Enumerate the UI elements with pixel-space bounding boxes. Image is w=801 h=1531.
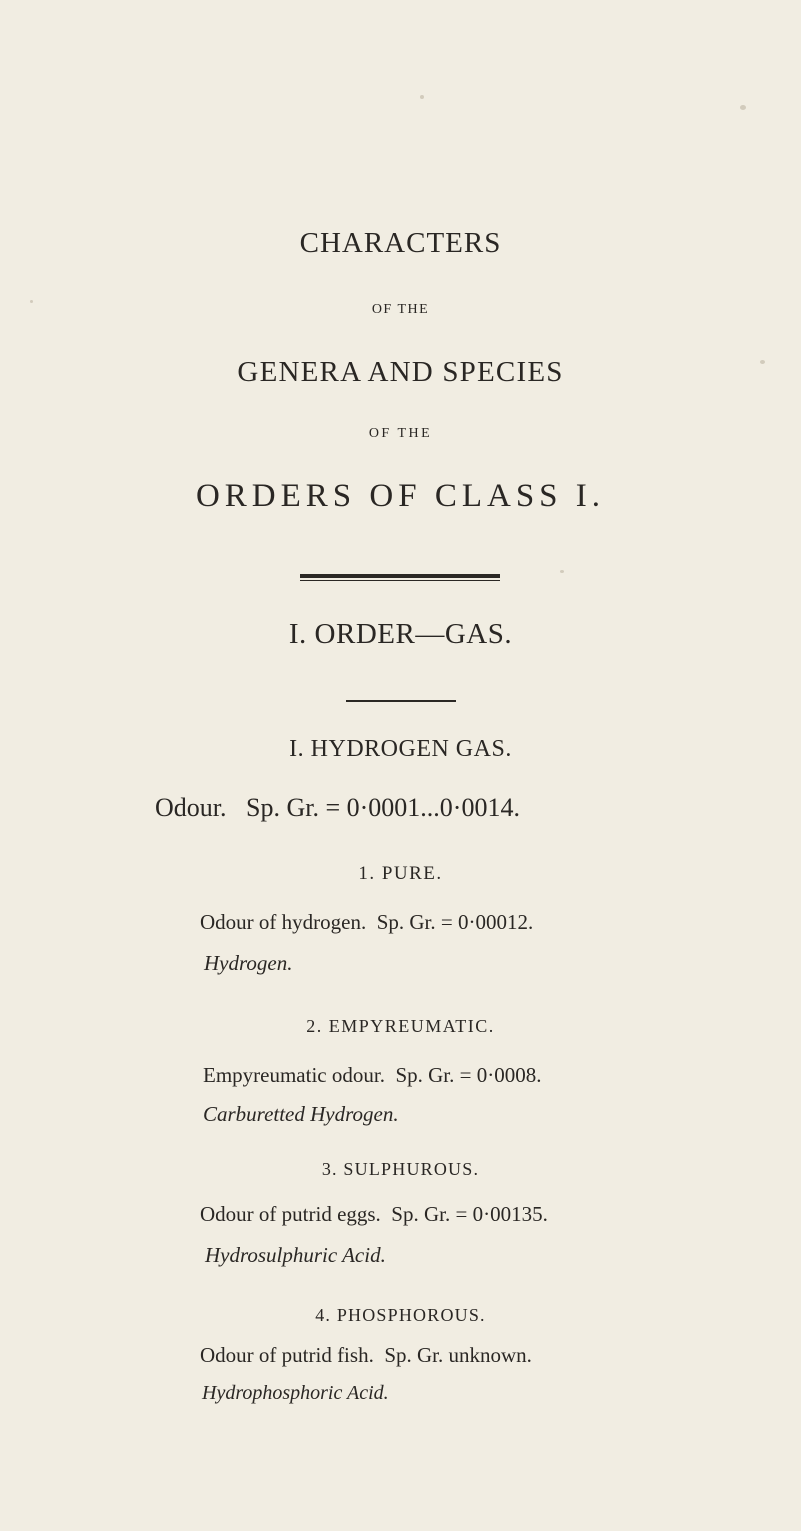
title-characters: CHARACTERS <box>299 227 502 259</box>
title-of-the-2: OF THE <box>368 426 433 441</box>
species-description: Odour of hydrogen. Sp. Gr. = 0·00012. <box>200 910 534 934</box>
species-description: Odour of putrid eggs. Sp. Gr. = 0·00135. <box>200 1202 548 1226</box>
species-name: Hydrosulphuric Acid. <box>205 1243 386 1267</box>
species-heading: 2. EMPYREUMATIC. <box>306 1016 495 1036</box>
genus-heading: I. HYDROGEN GAS. <box>289 736 512 762</box>
double-rule-thin <box>300 580 500 581</box>
paper-speck <box>740 105 746 110</box>
species-heading: 4. PHOSPHOROUS. <box>315 1305 486 1325</box>
species-description: Odour of putrid fish. Sp. Gr. unknown. <box>200 1343 532 1367</box>
species-heading: 1. PURE. <box>358 863 443 884</box>
genus-characters: Odour. Sp. Gr. = 0·0001...0·0014. <box>155 793 520 822</box>
species-heading: 3. SULPHUROUS. <box>321 1159 480 1179</box>
title-orders-class: ORDERS OF CLASS I. <box>195 478 606 514</box>
species-name: Carburetted Hydrogen. <box>203 1102 399 1126</box>
species-description: Empyreumatic odour. Sp. Gr. = 0·0008. <box>203 1063 542 1087</box>
section-rule <box>346 700 456 702</box>
paper-speck <box>560 570 564 573</box>
order-heading: I. ORDER—GAS. <box>288 618 513 650</box>
title-of-the-1: OF THE <box>371 302 430 317</box>
paper-speck <box>420 95 424 99</box>
species-name: Hydrophosphoric Acid. <box>202 1382 389 1404</box>
double-rule-thick <box>300 574 500 578</box>
title-genera-species: GENERA AND SPECIES <box>237 356 564 388</box>
species-name: Hydrogen. <box>204 951 293 975</box>
